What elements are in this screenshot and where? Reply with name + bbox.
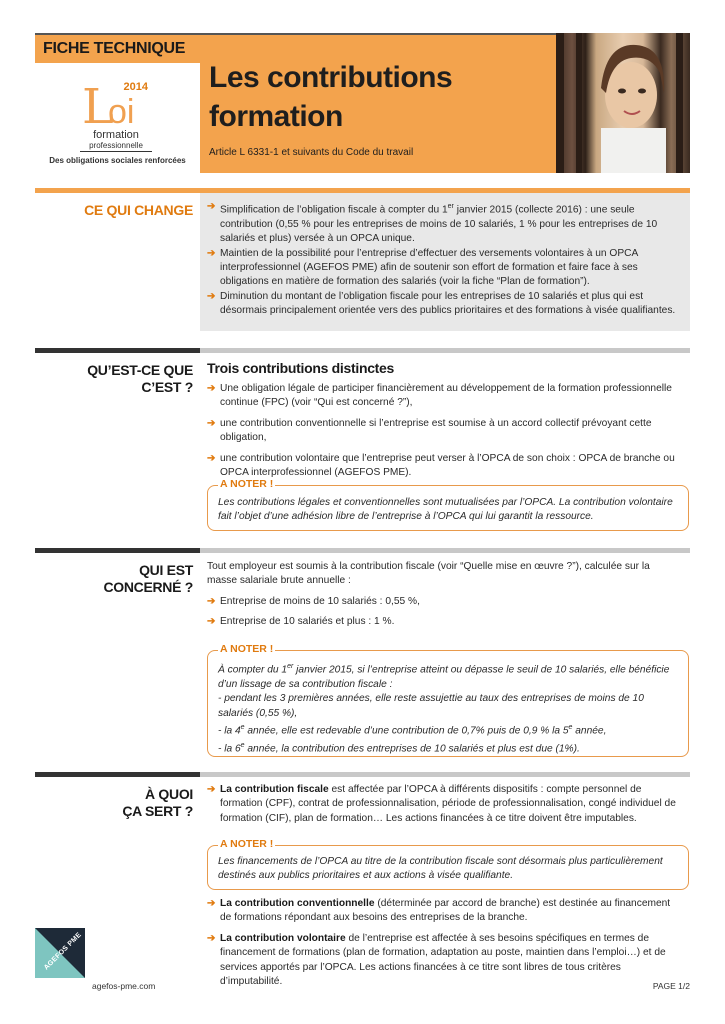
fiche-header-band: [35, 33, 200, 63]
footer-url[interactable]: agefos-pme.com: [92, 981, 156, 991]
list-item: ➔ Une obligation légale de participer financièrement au développement de la formation professionnelle continue (FPC) (voir “Qui est concerné ?”),: [207, 383, 672, 409]
arrow-icon: ➔: [207, 383, 216, 394]
arrow-icon: ➔: [207, 784, 216, 795]
article-reference: Article L 6331-1 et suivants du Code du travail: [209, 147, 414, 158]
section-divider-use: [35, 772, 690, 777]
arrow-icon: ➔: [207, 290, 216, 302]
logo-letter-l: L: [82, 79, 114, 135]
section-label-who: QUI EST CONCERNÉ ?: [103, 562, 193, 595]
fiche-label: FICHE TECHNIQUE: [43, 40, 186, 57]
arrow-icon: ➔: [207, 616, 216, 628]
arrow-icon: ➔: [207, 247, 216, 259]
arrow-icon: ➔: [207, 417, 216, 429]
woman-photo-illustration: [556, 33, 690, 173]
logo-pro-text: professionnelle: [80, 141, 152, 152]
note-text-who: À compter du 1er janvier 2015, si l’entreprise atteint ou dépasse le seuil de 10 salariés, elle bénéficie d’un lissage de sa contribution fiscale : - pendant les 3 premières années, elle reste assujettie au taux des entreprises de moins de 10 salariés (0,55 %), - la 4e année, elle est redevable d’une contribution de 0,7% puis de 0,9 % la 5e année, - la 6e année, la contribution des entreprises de 10 salariés et plus est due (1%).: [218, 663, 670, 755]
who-body: [207, 560, 681, 636]
arrow-icon: ➔: [207, 595, 216, 607]
use-bullet-1: [207, 783, 681, 832]
logo-formation-text: formation: [93, 129, 139, 141]
list-item: ➔ une contribution volontaire que l’entreprise peut verser à l’OPCA de son choix : OPCA de branche ou OPCA interprofessionnel (AGEFOS PME).: [207, 452, 675, 479]
list-item: ➔ une contribution conventionnelle si l’entreprise est soumise à un accord collectif prévoyant cette obligation,: [207, 417, 652, 444]
change-bullets: [207, 200, 681, 319]
section-divider-what: [35, 348, 690, 353]
list-item: ➔ Entreprise de 10 salariés et plus : 1 %.: [207, 615, 681, 629]
list-item: ➔ Maintien de la possibilité pour l’entreprise d’effectuer des versements volontaires à un OPCA interprofessionnel (AGEFOS PME) afin de soutenir son effort de formation et faire face à ses obligations en matière de formation des salariés (voir la fiche “Plan de formation”).: [207, 247, 638, 288]
subsection-title: Trois contributions distinctes: [207, 360, 395, 376]
page-number: PAGE 1/2: [652, 981, 690, 991]
header-photo: [556, 33, 690, 173]
page-title-line1: Les contributions: [209, 61, 453, 94]
list-item: ➔ Entreprise de moins de 10 salariés : 0,55 %,: [207, 595, 681, 609]
arrow-icon: ➔: [207, 452, 216, 464]
who-intro: Tout employeur est soumis à la contribution fiscale (voir “Quelle mise en œuvre ?”), calculée sur la masse salariale brute annuelle :: [207, 561, 650, 587]
arrow-icon: ➔: [207, 932, 216, 944]
note-text: Les financements de l’OPCA au titre de la contribution fiscale sont désormais plus particulièrement destinés aux publics prioritaires et aux actions à visée qualifiante.: [218, 856, 663, 882]
logo-tagline: Des obligations sociales renforcées: [49, 156, 186, 165]
list-item: ➔ Simplification de l’obligation fiscale à compter du 1er janvier 2015 (collecte 2016) : une seule contribution (0,55 % pour les entreprises de moins de 10 salariés, 1 % pour les entreprises de 10 salariés et plus) versée à un OPCA unique.: [207, 201, 658, 245]
arrow-icon: ➔: [207, 898, 216, 909]
note-text: Les contributions légales et conventionnelles sont mutualisées par l’OPCA. La contribution volontaire fait l’objet d’une adhésion libre de l’entreprise à l’OPCA qui lui garantit la ressource.: [218, 497, 673, 523]
list-item: ➔ La contribution volontaire de l’entreprise est affectée à ses besoins spécifiques en termes de financement de formations (plan de formation, adaptation au poste, maintien dans l’emploi…) et de services apportés par l’OPCA. Les actions financées à ce titre sont libres de tous critères d’imputabilité.: [207, 932, 666, 988]
agefos-logo-text: AGEFOS PME: [42, 931, 84, 972]
section-divider-who: [35, 548, 690, 553]
logo-year: 2014: [123, 81, 148, 93]
note-label: A NOTER !: [220, 478, 274, 490]
section-label-use: À QUOI ÇA SERT ?: [122, 786, 193, 819]
note-label: A NOTER !: [220, 643, 274, 655]
page-title-line2: formation: [209, 100, 343, 133]
what-bullets: [207, 382, 681, 486]
list-item: ➔ La contribution fiscale est affectée par l’OPCA à différents dispositifs : compte personnel de formation (CPF), contrat de professionnalisation, période de professionnalisation, congé individuel de formation (CIF), plan de formation… Les actions financées à ce titre doivent être imputables.: [207, 784, 676, 824]
list-item: ➔ La contribution conventionnelle (déterminée par accord de branche) est destinée au financement de formations répondant aux besoins des entreprises de la branche.: [207, 898, 671, 924]
arrow-icon: ➔: [207, 201, 216, 212]
section-label-what: QU’EST-CE QUE C’EST ?: [87, 362, 193, 395]
list-item: ➔ Diminution du montant de l’obligation fiscale pour les entreprises de 10 salariés et plus qui est désormais principalement orientée vers des publics prioritaires et des formations à visée qualifiantes.: [207, 290, 676, 317]
section-label-change: CE QUI CHANGE: [84, 202, 193, 218]
note-label: A NOTER !: [220, 838, 274, 850]
logo-letters-oi: oi: [108, 93, 135, 131]
